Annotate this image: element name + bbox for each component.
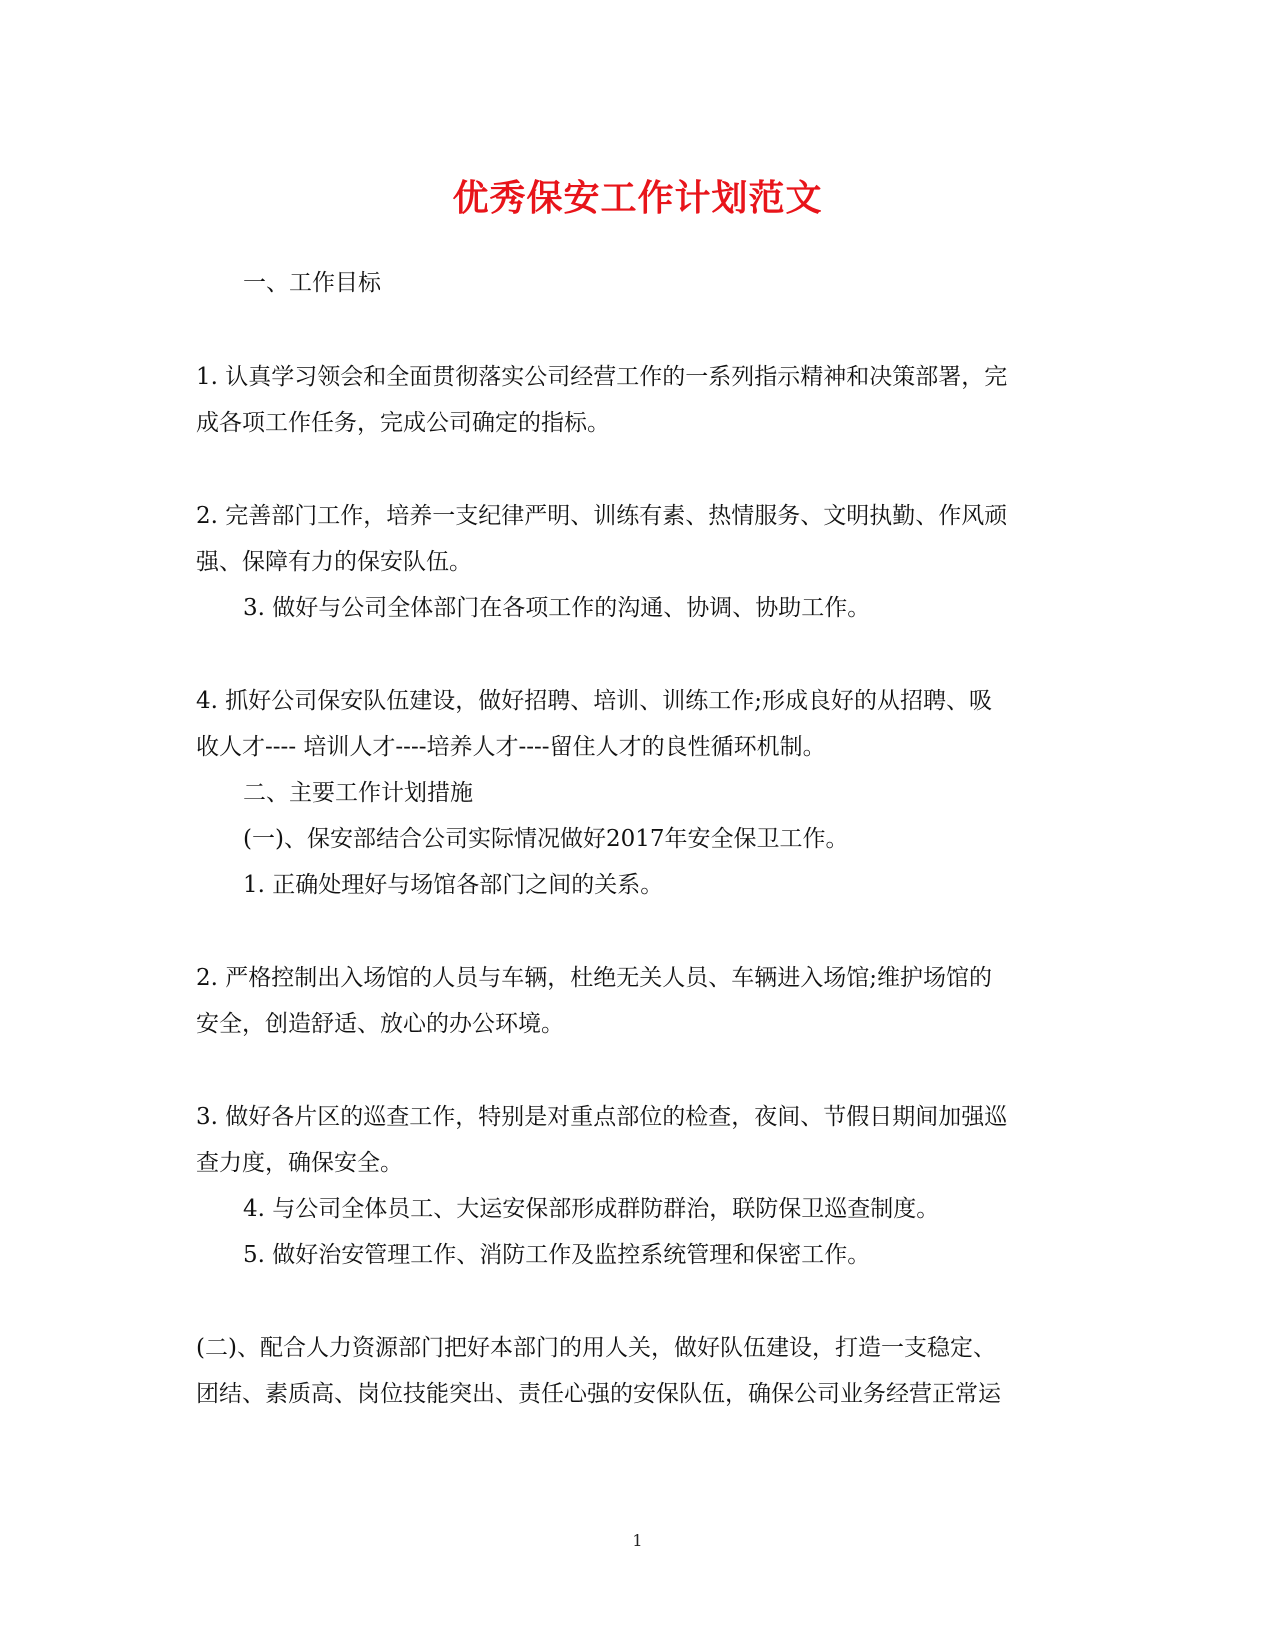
section-heading-goals: 一、工作目标 (243, 270, 381, 296)
paragraph-line: 团结、素质高、岗位技能突出、责任心强的安保队伍，确保公司业务经营正常运 (196, 1381, 1001, 1407)
paragraph-line: 1. 正确处理好与场馆各部门之间的关系。 (243, 872, 664, 898)
page-number: 1 (632, 1531, 643, 1550)
paragraph-line: (二)、配合人力资源部门把好本部门的用人关，做好队伍建设，打造一支稳定、 (196, 1335, 996, 1361)
paragraph-line: 5. 做好治安管理工作、消防工作及监控系统管理和保密工作。 (243, 1242, 871, 1268)
paragraph-line: 成各项工作任务，完成公司确定的指标。 (196, 410, 610, 436)
document-title: 优秀保安工作计划范文 (452, 177, 823, 219)
paragraph-line: 4. 与公司全体员工、大运安保部形成群防群治，联防保卫巡查制度。 (243, 1196, 940, 1222)
paragraph-line: 2. 完善部门工作，培养一支纪律严明、训练有素、热情服务、文明执勤、作风顽 (196, 503, 1008, 529)
paragraph-line: 2. 严格控制出入场馆的人员与车辆，杜绝无关人员、车辆进入场馆;维护场馆的 (196, 965, 993, 991)
paragraph-line: 3. 做好与公司全体部门在各项工作的沟通、协调、协助工作。 (243, 595, 871, 621)
paragraph-line: 收人才---- 培训人才----培养人才----留住人才的良性循环机制。 (196, 734, 826, 760)
paragraph-line: 3. 做好各片区的巡查工作，特别是对重点部位的检查，夜间、节假日期间加强巡 (196, 1104, 1008, 1130)
paragraph-line: 安全，创造舒适、放心的办公环境。 (196, 1011, 564, 1037)
paragraph-line: 强、保障有力的保安队伍。 (196, 549, 472, 575)
paragraph-line: (一)、保安部结合公司实际情况做好2017年安全保卫工作。 (243, 826, 849, 852)
paragraph-line: 1. 认真学习领会和全面贯彻落实公司经营工作的一系列指示精神和决策部署，完 (196, 364, 1008, 390)
paragraph-line: 查力度，确保安全。 (196, 1150, 403, 1176)
paragraph-line: 4. 抓好公司保安队伍建设，做好招聘、培训、训练工作;形成良好的从招聘、吸 (196, 688, 993, 714)
section-heading-measures: 二、主要工作计划措施 (243, 780, 473, 806)
